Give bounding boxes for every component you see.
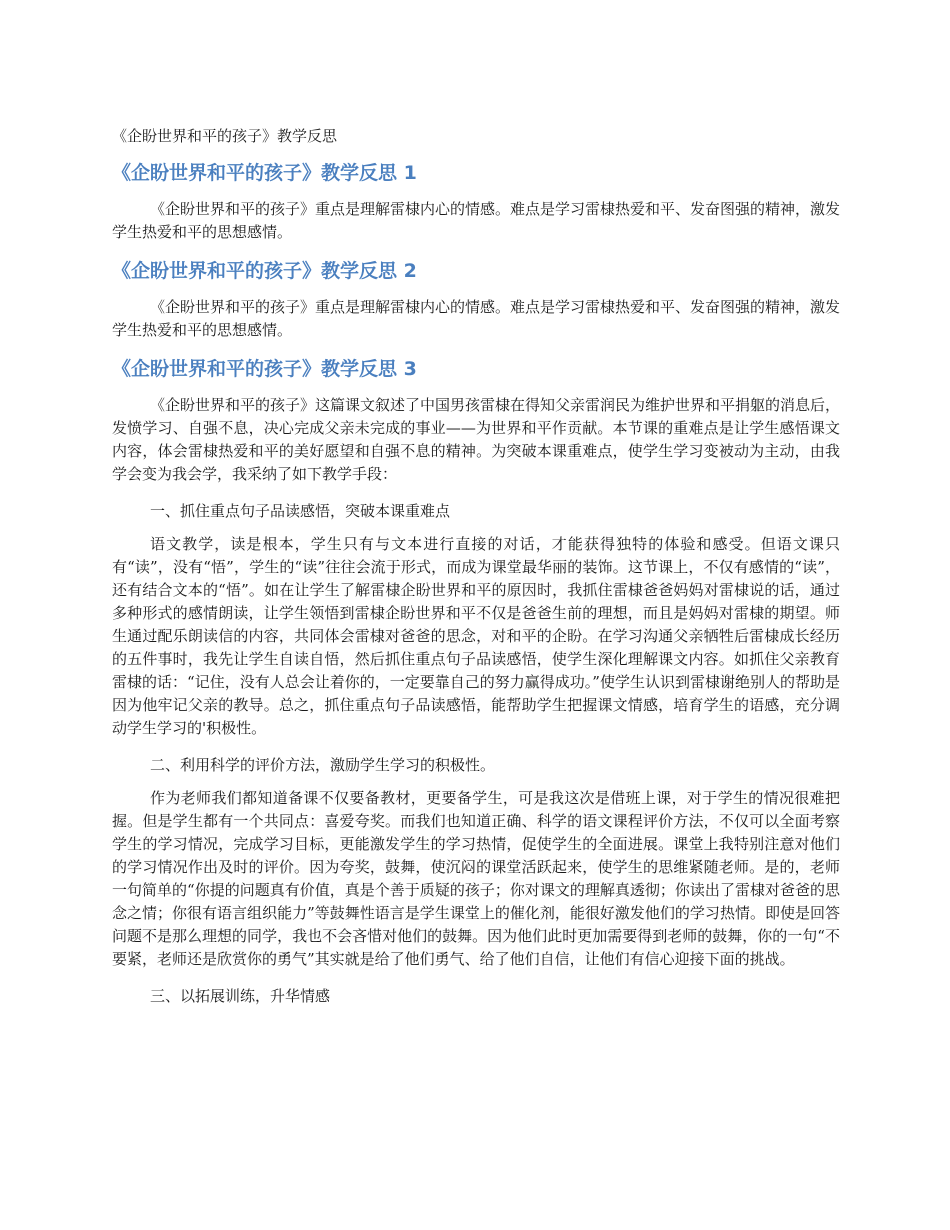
section-3-paragraph-3: 作为老师我们都知道备课不仅要备教材，更要备学生，可是我这次是借班上课，对于学生的情况很难把握。但是学生都有一个共同点：喜爱夸奖。而我们也知道正确、科学的语文课程评价方法，不仅可以全面考察学生的学习情况，完成学习目标，更能激发学生的学习热情，促使学生的全面进展。课堂上我特别注意对他们的学习情况作出及时的评价。因为夸奖，鼓舞，使沉闷的课堂活跃起来，使学生的思维紧随老师。是的，老师一句简单的“你提的问题真有价值，真是个善于质疑的孩子；你对课文的理解真透彻；你读出了雷棣对爸爸的思念之情；你很有语言组织能力”等鼓舞性语言是学生课堂上的催化剂，能很好激发他们的学习热情。即使是回答问题不是那么理想的同学，我也不会吝惜对他们的鼓舞。因为他们此时更加需要得到老师的鼓舞，你的一句“不要紧，老师还是欣赏你的勇气”其实就是给了他们勇气、给了他们自信，让他们有信心迎接下面的挑战。 [112, 789, 840, 968]
section-3-subheading-2: 二、利用科学的评价方法，激励学生学习的积极性。 [150, 756, 496, 774]
section-3-paragraph-2: 语文教学，读是根本，学生只有与文本进行直接的对话，才能获得独特的体验和感受。但语文课只有“读”，没有“悟”，学生的“读”往往会流于形式，而成为课堂最华丽的装饰。这节课上，不仅有感情的“读”，还有结合文本的“悟”。如在让学生了解雷棣企盼世界和平的原因时，我抓住雷棣爸爸妈妈对雷棣说的话，通过多种形式的感情朗读，让学生领悟到雷棣企盼世界和平不仅是爸爸生前的理想，而且是妈妈对雷棣的期望。师生通过配乐朗读信的内容，共同体会雷棣对爸爸的思念，对和平的企盼。在学习沟通父亲牺牲后雷棣成长经历的五件事时，我先让学生自读自悟，然后抓住重点句子品读感悟，使学生深化理解课文内容。如抓住父亲教育雷棣的话：“记住，没有人总会让着你的，一定要靠自己的努力赢得成功。”使学生认识到雷棣谢绝别人的帮助是因为他牢记父亲的教导。总之，抓住重点句子品读感悟，能帮助学生把握课文情感，培育学生的语感，充分调动学生学习的'积极性。 [112, 535, 840, 737]
section-2-paragraph-1: 《企盼世界和平的孩子》重点是理解雷棣内心的情感。难点是学习雷棣热爱和平、发奋图强的精神，激发学生热爱和平的思想感情。 [112, 298, 841, 339]
section-3-subheading-3: 三、以拓展训练，升华情感 [150, 987, 331, 1005]
section-heading-3: 《企盼世界和平的孩子》教学反思 3 [112, 358, 417, 380]
section-heading-2: 《企盼世界和平的孩子》教学反思 2 [112, 260, 417, 282]
section-3-paragraph-1: 《企盼世界和平的孩子》这篇课文叙述了中国男孩雷棣在得知父亲雷润民为维护世界和平捐躯的消息后，发愤学习、自强不息，决心完成父亲未完成的事业——为世界和平作贡献。本节课的重难点是让学生感悟课文内容，体会雷棣热爱和平的美好愿望和自强不息的精神。为突破本课重难点，使学生学习变被动为主动，由我学会变为我会学，我采纳了如下教学手段： [112, 396, 841, 483]
section-1-paragraph-1: 《企盼世界和平的孩子》重点是理解雷棣内心的情感。难点是学习雷棣热爱和平、发奋图强的精神，激发学生热爱和平的思想感情。 [112, 200, 841, 241]
document-page [112, 124, 840, 1018]
section-3 [112, 356, 840, 1008]
section-3-subheading-1: 一、抓住重点句子品读感悟，突破本课重难点 [150, 502, 451, 520]
section-2 [112, 258, 840, 342]
section-heading-1: 《企盼世界和平的孩子》教学反思 1 [112, 162, 417, 184]
document-title: 《企盼世界和平的孩子》教学反思 [112, 127, 338, 145]
section-1 [112, 160, 840, 244]
